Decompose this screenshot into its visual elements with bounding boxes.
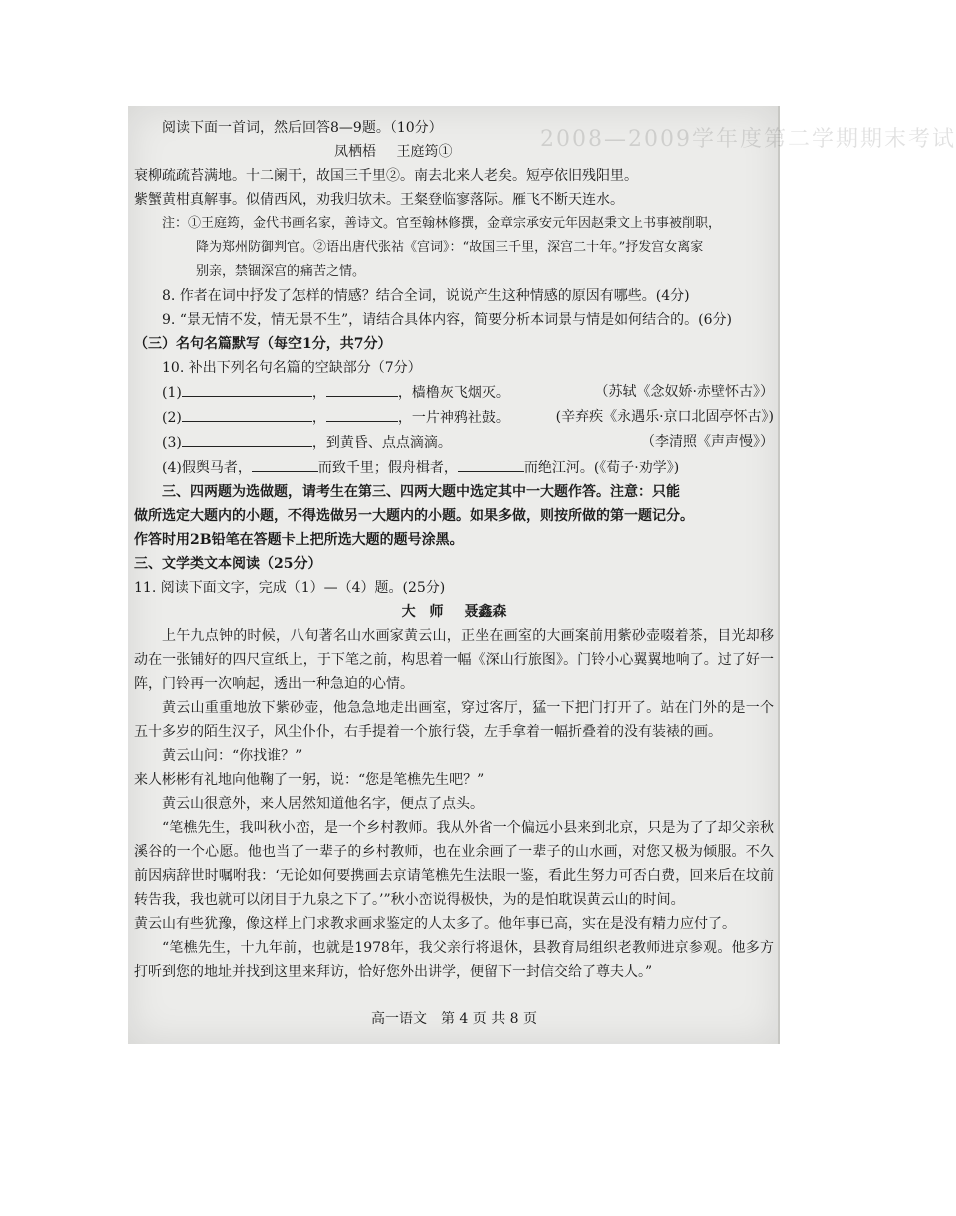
story-author: 聂鑫森 bbox=[464, 604, 507, 620]
story-paragraph: 来人彬彬有礼地向他鞠了一躬，说：“您是笔樵先生吧？” bbox=[134, 772, 485, 788]
story-paragraph: 上午九点钟的时候，八旬著名山水画家黄云山，正坐在画室的大画案前用紫砂壶啜着茶，目光却移动在一张铺好的四尺宣纸上，于下笔之前，构思着一幅《深山行旅图》。门铃小心翼翼地响了。过了好一阵，门铃再一次响起，透出一种急迫的心情。 bbox=[134, 628, 774, 692]
poem-line-1: 衰柳疏疏苔满地。十二阑干，故国三千里②。南去北来人老矣。短亭依旧残阳里。 bbox=[134, 168, 638, 184]
poem-heading bbox=[134, 140, 774, 164]
item-text: 而绝江河。(《荀子·劝学》) bbox=[523, 460, 680, 476]
note-line-1: 注：①王庭筠，金代书画名家，善诗文。官至翰林修撰，金章宗承安元年因赵秉文上书事被削职， bbox=[162, 216, 722, 231]
answer-blank[interactable] bbox=[326, 380, 398, 397]
story-paragraph: 黄云山很意外，来人居然知道他名字，便点了点头。 bbox=[162, 796, 484, 812]
answer-blank[interactable] bbox=[458, 455, 524, 472]
item-text: ，樯橹灰飞烟灭。 bbox=[397, 385, 510, 401]
poem-line-2: 紫蟹黄柑真解事。似倩西风，劝我归欤未。王粲登临寥落际。雁飞不断天连水。 bbox=[134, 192, 624, 208]
question-10-stem: 10. 补出下列名句名篇的空缺部分（7分） bbox=[162, 360, 422, 376]
section-title-literature: 三、文学类文本阅读（25分） bbox=[134, 556, 322, 572]
story-title: 大 师 bbox=[401, 604, 444, 620]
story-paragraph: 黄云山问：“你找谁？” bbox=[162, 748, 303, 764]
story-paragraph: “笔樵先生，我叫秋小峦，是一个乡村教师。我从外省一个偏远小县来到北京，只是为了了却父亲秋溪谷的一个心愿。他也当了一辈子的乡村教师，也在业余画了一辈子的山水画，对您又极为倾服。不久前因病辞世时嘱咐我：‘无论如何要携画去京请笔樵先生法眼一鉴，看此生努力可否白费，回来后在坟前转告我，我也就可以闭目于九泉之下了。’”秋小峦说得极快，为的是怕耽误黄云山的时间。 bbox=[134, 820, 774, 908]
item-number: (1) bbox=[162, 385, 182, 401]
item-source: （苏轼《念奴娇·赤壁怀古》） bbox=[594, 384, 774, 400]
answer-blank[interactable] bbox=[182, 405, 312, 422]
item-text: 而致千里；假舟楫者， bbox=[317, 460, 458, 476]
note-line-3: 别亲，禁锢深宫的痛苦之情。 bbox=[196, 264, 366, 279]
fill-item-2 bbox=[134, 405, 774, 430]
answer-blank[interactable] bbox=[252, 455, 318, 472]
item-number: (2) bbox=[162, 410, 182, 426]
item-number: (3) bbox=[162, 435, 182, 451]
answer-blank[interactable] bbox=[182, 380, 312, 397]
story-heading bbox=[134, 600, 774, 624]
question-11: 11. 阅读下面文字，完成（1）—（4）题。(25分) bbox=[134, 580, 446, 596]
punctuation: ， bbox=[311, 410, 326, 426]
item-source: （李清照《声声慢》） bbox=[641, 434, 774, 450]
fill-item-3 bbox=[134, 430, 774, 455]
question-intro: 阅读下面一首词，然后回答8—9题。（10分） bbox=[162, 120, 443, 136]
story-paragraph: “笔樵先生，十九年前，也就是1978年，我父亲行将退休，县教育局组织老教师进京参观。他多方打听到您的地址并找到这里来拜访，恰好您外出讲学，便留下一封信交给了尊夫人。” bbox=[134, 940, 774, 980]
choice-note-line-1: 三、四两题为选做题，请考生在第三、四两大题中选定其中一大题作答。注意：只能 bbox=[162, 484, 680, 500]
item-text: ，一片神鸦社鼓。 bbox=[397, 410, 510, 426]
choice-note-line-3: 作答时用2B铅笔在答题卡上把所选大题的题号涂黑。 bbox=[134, 532, 464, 548]
note-line-2: 降为郑州防御判官。②语出唐代张祜《宫词》：“故国三千里，深宫二十年。”抒发宫女离家 bbox=[196, 240, 704, 255]
poem-title: 凤栖梧 bbox=[334, 144, 376, 160]
exam-content bbox=[134, 116, 774, 984]
item-text: ，到黄昏、点点滴滴。 bbox=[311, 435, 452, 451]
story-paragraph: 黄云山重重地放下紫砂壶，他急急地走出画室，穿过客厅，猛一下把门打开了。站在门外的是一个五十多岁的陌生汉子，风尘仆仆，右手提着一个旅行袋，左手拿着一幅折叠着的没有装裱的画。 bbox=[134, 700, 774, 740]
poem-author: 王庭筠① bbox=[396, 144, 453, 160]
page-edge-shadow bbox=[778, 106, 780, 1044]
question-8: 8. 作者在词中抒发了怎样的情感？结合全词，说说产生这种情感的原因有哪些。(4分) bbox=[162, 288, 690, 304]
punctuation: ， bbox=[311, 385, 326, 401]
page-footer: 高一语文 第 4 页 共 8 页 bbox=[370, 1011, 538, 1027]
question-9: 9. “景无情不发，情无景不生”，请结合具体内容，简要分析本词景与情是如何结合的。(6分) bbox=[162, 312, 732, 328]
item-text: (4)假舆马者， bbox=[162, 460, 252, 476]
choice-note-line-2: 做所选定大题内的小题，不得选做另一大题内的小题。如果多做，则按所做的第一题记分。 bbox=[134, 508, 694, 524]
story-paragraph: 黄云山有些犹豫，像这样上门求教求画求鉴定的人太多了。他年事已高，实在是没有精力应付了。 bbox=[134, 916, 736, 932]
answer-blank[interactable] bbox=[326, 405, 398, 422]
fill-item-1 bbox=[134, 380, 774, 405]
bleed-through-header: 2008—2009学年度第二学期期末考试 bbox=[540, 127, 956, 152]
section-title-quotes: （三）名句名篇默写（每空1分，共7分） bbox=[134, 336, 392, 352]
answer-blank[interactable] bbox=[182, 430, 312, 447]
fill-item-4 bbox=[134, 455, 774, 480]
item-source: (辛弃疾《永遇乐·京口北固亭怀古》) bbox=[555, 409, 774, 425]
